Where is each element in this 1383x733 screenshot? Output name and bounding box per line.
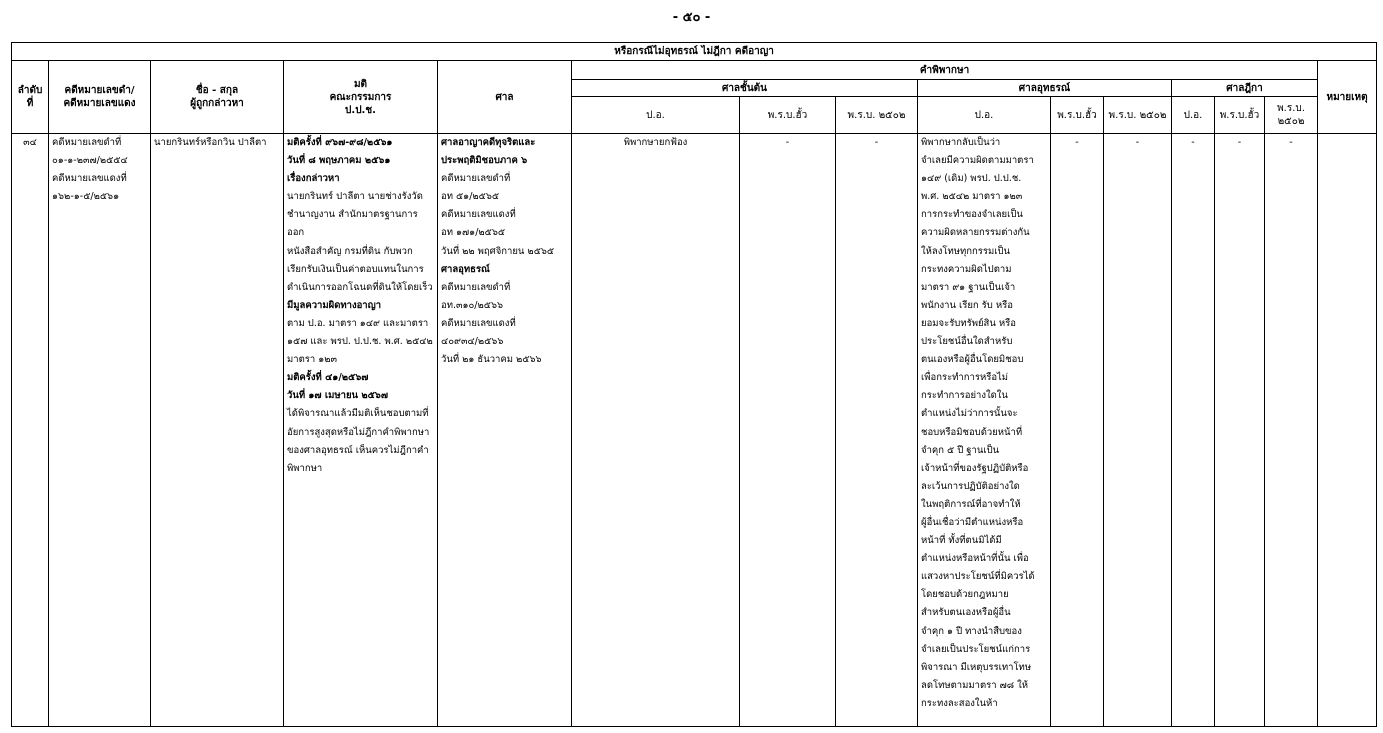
header-resolution: มติ คณะกรรมการ ป.ป.ช. xyxy=(284,61,438,134)
table-title: หรือกรณีไม่อุทธรณ์ ไม่ฎีกา คดีอาญา xyxy=(12,43,1377,61)
header-judgment: คำพิพากษา xyxy=(572,61,1318,80)
resolution-8: วันที่ ๑๗ เมษายน ๒๕๖๗ xyxy=(287,390,388,402)
header-supreme-pro-2502: พ.ร.บ. ๒๕๐๒ xyxy=(1265,97,1318,134)
cell-case-no: คดีหมายเลขดำที่ ๐๑-๑-๒๓๗/๒๕๕๔ คดีหมายเลขแดงที่ ๑๖๒-๑-๕/๒๕๖๑ xyxy=(49,134,151,727)
header-appeal-po: ป.อ. xyxy=(918,97,1051,134)
case-table xyxy=(11,42,1377,727)
cell-name: นายกรินทร์หรือกวิน ปาลีตา xyxy=(151,134,284,727)
header-no: ลำดับ ที่ xyxy=(12,61,49,134)
header-first-pro-old: พ.ร.บ.ฮั้ว xyxy=(740,97,836,134)
court-1: ศาลอาญาคดีทุจริตและ ประพฤติมิชอบภาค ๖ xyxy=(441,137,536,167)
cell-first-pro-old: - xyxy=(740,134,836,727)
cell-court xyxy=(438,134,572,727)
header-appeal-pro-2502: พ.ร.บ. ๒๕๐๒ xyxy=(1104,97,1172,134)
header-supreme-po: ป.อ. xyxy=(1172,97,1215,134)
cell-appeal-pro-old: - xyxy=(1051,134,1104,727)
header-appeal-pro-old: พ.ร.บ.ฮั้ว xyxy=(1051,97,1104,134)
resolution-4: นายกรินทร์ ปาลีตา นายช่างรังวัด ชำนาญงาน สำนักมาตรฐานการออก หนังสือสำคัญ กรมที่ดิน กับพวก เรียกรับเงินเป็นค่าตอบแทนในการ ดำเนินการออกโฉนดที่ดินให้โดยเร็ว xyxy=(287,191,433,293)
resolution-6: ตาม ป.อ. มาตรา ๑๔๙ และมาตรา ๑๕๗ และ พรป. ป.ป.ช. พ.ศ. ๒๕๔๒ มาตรา ๑๒๓ xyxy=(287,317,433,366)
resolution-9: ได้พิจารณาแล้วมีมติเห็นชอบตามที่ อัยการสูงสุดหรือไม่ฎีกาคำพิพากษา ของศาลอุทธรณ์ เห็นควรไม่ฎีกาคำ พิพากษา xyxy=(287,408,430,474)
cell-appeal-po: พิพากษากลับเป็นว่า จำเลยมีความผิดตามมาตรา ๑๔๙ (เดิม) พรป. ป.ป.ช. พ.ศ. ๒๕๔๒ มาตรา ๑๒๓ การกระทำของจำเลยเป็น ความผิดหลายกรรมต่างกัน ให้ลงโทษทุกกรรมเป็น กระทงความผิดไปตาม มาตรา ๙๑ ฐานเป็นเจ้า พนักงาน เรียก รับ หรือ ยอมจะรับทรัพย์สิน หรือ ประโยชน์อื่นใดสำหรับ ตนเองหรือผู้อื่นโดยมิชอบ เพื่อกระทำการหรือไม่ กระทำการอย่างใดใน ตำแหน่งไม่ว่าการนั้นจะ ชอบหรือมิชอบด้วยหน้าที่ จำคุก ๕ ปี ฐานเป็น เจ้าหน้าที่ของรัฐปฏิบัติหรือ ละเว้นการปฏิบัติอย่างใด ในพฤติการณ์ที่อาจทำให้ ผู้อื่นเชื่อว่ามีตำแหน่งหรือ หน้าที่ ทั้งที่ตนมิได้มี ตำแหน่งหรือหน้าที่นั้น เพื่อ แสวงหาประโยชน์ที่มิควรได้ โดยชอบด้วยกฎหมาย สำหรับตนเองหรือผู้อื่น จำคุก ๑ ปี ทางนำสืบของ จำเลยเป็นประโยชน์แก่การ พิจารณา มีเหตุบรรเทาโทษ ลดโทษตามมาตรา ๗๘ ให้ กระทงละสองในห้า xyxy=(918,134,1051,727)
cell-resolution xyxy=(284,134,438,727)
header-court: ศาล xyxy=(438,61,572,134)
header-case-no: คดีหมายเลขดำ/ คดีหมายเลขแดง xyxy=(49,61,151,134)
header-remark: หมายเหตุ xyxy=(1318,61,1377,134)
court-2: คดีหมายเลขดำที่ อท ๕๑/๒๕๖๕ คดีหมายเลขแดงที่ อท ๑๗๑/๒๕๖๕ วันที่ ๒๒ พฤศจิกายน ๒๕๖๕ xyxy=(441,173,555,257)
header-name: ชื่อ - สกุล ผู้ถูกกล่าวหา xyxy=(151,61,284,134)
header-supreme-pro-old: พ.ร.บ.ฮั้ว xyxy=(1215,97,1265,134)
resolution-5: มีมูลความผิดทางอาญา xyxy=(287,299,382,311)
cell-supreme-pro-old: - xyxy=(1215,134,1265,727)
header-first-pro-2502: พ.ร.บ. ๒๕๐๒ xyxy=(836,97,918,134)
header-appeal-court: ศาลอุทธรณ์ xyxy=(918,80,1172,97)
header-first-court: ศาลชั้นต้น xyxy=(572,80,918,97)
resolution-7: มติครั้งที่ ๔๑/๒๕๖๗ xyxy=(287,372,369,384)
cell-first-pro-2502: - xyxy=(836,134,918,727)
table-row xyxy=(12,134,1377,727)
header-supreme-court: ศาลฎีกา xyxy=(1172,80,1318,97)
cell-supreme-po: - xyxy=(1172,134,1215,727)
court-4: คดีหมายเลขดำที่ อท.๓๑๐/๒๕๖๖ คดีหมายเลขแดงที่ ๔๐๙๓๔/๒๕๖๖ วันที่ ๒๑ ธันวาคม ๒๕๖๖ xyxy=(441,281,542,366)
court-3: ศาลอุทธรณ์ xyxy=(441,263,490,275)
cell-no: ๓๔ xyxy=(12,134,49,727)
resolution-1: มติครั้งที่ ๙๖๗-๙๘/๒๕๖๑ xyxy=(287,137,393,148)
cell-first-po: พิพากษายกฟ้อง xyxy=(572,134,740,727)
header-first-po: ป.อ. xyxy=(572,97,740,134)
cell-remark xyxy=(1318,134,1377,727)
resolution-2: วันที่ ๘ พฤษภาคม ๒๕๖๑ xyxy=(287,155,391,167)
page-number: - ๕๐ - xyxy=(672,10,711,25)
cell-supreme-pro-2502: - xyxy=(1265,134,1318,727)
cell-appeal-pro-2502: - xyxy=(1104,134,1172,727)
resolution-3: เรื่องกล่าวหา xyxy=(287,173,340,185)
